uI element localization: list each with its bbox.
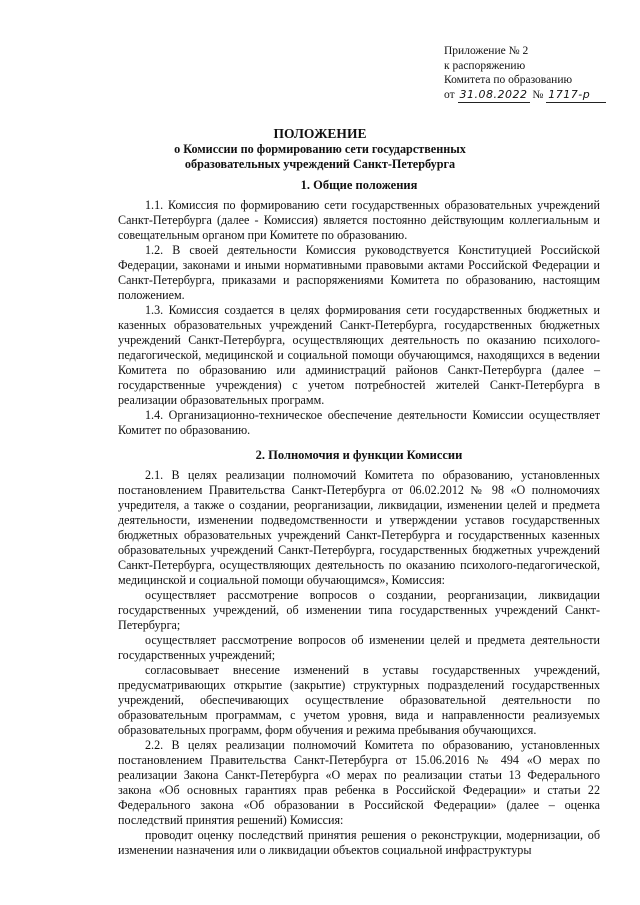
handwritten-date [458,88,530,104]
document-body [118,178,600,858]
paragraph-2-1: 2.1. В целях реализации полномочий Комитета по образованию, установленных постановлением Правительства Санкт-Петербурга от 06.02.2012 № 98 «О полномочиях учредителя, а также о создании, реорганизации, ликвидации, изменении целей и предмета деятельности, изменении подведомственности и утверждении уставов государственных бюджетных образовательных учреждений Санкт-Петербурга и государственных казенных образовательных учреждений Санкт-Петербурга, государственных бюджетных учреждений Санкт-Петербурга, осуществляющих деятельность по оказанию психолого-педагогической, медицинской и социальной помощи обучающимся», Комиссия: [118,468,600,587]
number-label: № [532,88,544,101]
appendix-date-line [444,88,624,104]
section-2-heading: 2. Полномочия и функции Комиссии [255,448,463,462]
document-title [0,125,640,172]
appendix-line-3: Комитета по образованию [444,74,573,86]
title-subtitle-line-2: образовательных учреждений Санкт-Петербурга [184,157,456,171]
paragraph-1-1: 1.1. Комиссия по формированию сети государственных образовательных учреждений Санкт-Петербурга (далее - Комиссия) является постоянно действующим коллегиальным и совещательным органом при Комитете по образованию. [118,198,600,242]
from-label: от [444,88,455,101]
appendix-header [444,44,624,103]
section-1-heading: 1. Общие положения [300,178,418,192]
list-item-2-1-a: осуществляет рассмотрение вопросов о создании, реорганизации, ликвидации государственных учреждений, об изменении типа государственных учреждений Санкт-Петербурга; [118,588,600,632]
list-item-2-1-c: согласовывает внесение изменений в уставы государственных учреждений, предусматривающих открытие (закрытие) структурных подразделений государственных учреждений, обеспечивающих осуществление образовательной деятельности по образовательным программам, с учетом уровня, вида и направленности реализуемых образовательных программ, форм обучения и режима пребывания обучающихся. [118,663,600,737]
appendix-line-1: Приложение № 2 [444,45,529,57]
title-subtitle-line-1: о Комиссии по формированию сети государственных [174,142,466,156]
paragraph-1-2: 1.2. В своей деятельности Комиссия руководствуется Конституцией Российской Федерации, законами и иными нормативными правовыми актами Российской Федерации и Санкт-Петербурга, приказами и распоряжениями Комитета по образованию, настоящим положением. [118,243,600,302]
paragraph-1-3: 1.3. Комиссия создается в целях формирования сети государственных бюджетных и казенных образовательных учреждений Санкт-Петербурга, государственных бюджетных учреждений Санкт-Петербурга, осуществляющих деятельность по оказанию психолого-педагогической, медицинской и социальной помощи обучающимся, находящихся в ведении Комитета по образованию или администраций районов Санкт-Петербурга (далее – государственные учреждения) с учетом потребностей жителей Санкт-Петербурга в реализации образовательных программ. [118,303,600,407]
handwritten-number-text: 1717-р [548,87,591,101]
handwritten-date-text: 31.08.2022 [459,87,528,101]
list-item-2-2-a: проводит оценку последствий принятия решения о реконструкции, модернизации, об изменении назначения или о ликвидации объектов социальной инфраструктуры [118,828,600,857]
appendix-line-2: к распоряжению [444,59,526,72]
paragraph-1-4: 1.4. Организационно-техническое обеспечение деятельности Комиссии осуществляет Комитет по образованию. [118,408,600,437]
title-main: ПОЛОЖЕНИЕ [273,126,367,141]
paragraph-2-2: 2.2. В целях реализации полномочий Комитета по образованию, установленных постановлением Правительства Санкт-Петербурга от 15.06.2016 № 494 «О мерах по реализации Закона Санкт-Петербурга «О мерах по реализации статьи 13 Федерального закона «Об основных гарантиях прав ребенка в Российской Федерации» и статьи 22 Федерального закона «Об образовании в Российской Федерации» (далее – оценка последствий принятия решений) Комиссия: [118,738,600,827]
handwritten-number [546,88,606,104]
list-item-2-1-b: осуществляет рассмотрение вопросов об изменении целей и предмета деятельности государственных учреждений; [118,633,600,662]
